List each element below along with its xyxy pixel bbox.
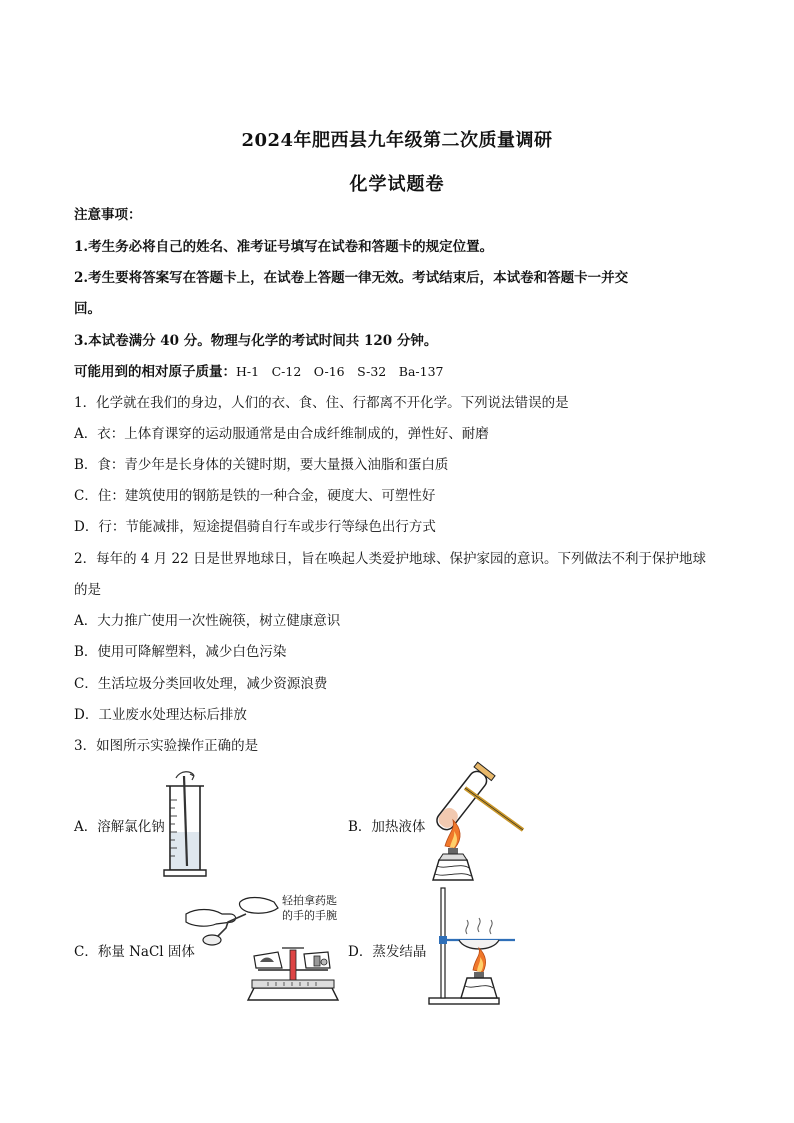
q1-option-b: B．食：青少年是长身体的关键时期，要大量摄入油脂和蛋白质 xyxy=(74,457,449,473)
q3-option-b: B．加热液体 xyxy=(348,819,426,835)
q3-option-d: D．蒸发结晶 xyxy=(348,944,427,960)
q3-option-c: C．称量 NaCl 固体 xyxy=(74,944,195,960)
q2-option-a: A．大力推广使用一次性碗筷，树立健康意识 xyxy=(74,613,341,629)
cylinder-stirring-figure xyxy=(160,770,210,882)
notes-item-2: 2.考生要将答案写在答题卡上，在试卷上答题一律无效。考试结束后，本试卷和答题卡一并交 xyxy=(74,270,629,286)
q2-stem-cont: 的是 xyxy=(74,582,101,598)
q2-option-d: D．工业废水处理达标后排放 xyxy=(74,707,247,723)
notes-item-3: 3.本试卷满分 40 分。物理与化学的考试时间共 120 分钟。 xyxy=(74,333,438,349)
notes-heading: 注意事项： xyxy=(74,207,142,223)
q3-option-a: A．溶解氯化钠 xyxy=(74,819,165,835)
q2-option-c: C．生活垃圾分类回收处理，减少资源浪费 xyxy=(74,676,328,692)
atomic-mass-line xyxy=(74,362,443,382)
q1-option-d: D．行：节能减排，短途提倡骑自行车或步行等绿色出行方式 xyxy=(74,519,436,535)
q1-option-c: C．住：建筑使用的钢筋是铁的一种合金，硬度大、可塑性好 xyxy=(74,488,436,504)
q1-stem: 1．化学就在我们的身边，人们的衣、食、住、行都离不开化学。下列说法错误的是 xyxy=(74,395,569,411)
q3-stem: 3．如图所示实验操作正确的是 xyxy=(74,738,259,754)
atomic-mass-label: 可能用到的相对原子质量： xyxy=(74,364,236,380)
heating-liquid-figure xyxy=(425,768,535,884)
notes-item-2-cont: 回。 xyxy=(74,301,101,317)
figure-caption-line-1: 轻拍拿药匙 xyxy=(282,894,337,907)
page-subtitle: 化学试题卷 xyxy=(349,174,445,195)
notes-item-1: 1.考生务必将自己的姓名、准考证号填写在试卷和答题卡的规定位置。 xyxy=(74,239,494,255)
evaporation-figure xyxy=(425,886,535,1006)
q2-stem: 2．每年的 4 月 22 日是世界地球日，旨在唤起人类爱护地球、保护家园的意识。下列做法不利于保护地球 xyxy=(74,551,707,567)
atomic-mass-values: H-1 C-12 O-16 S-32 Ba-137 xyxy=(236,364,444,379)
page-title: 2024年肥西县九年级第二次质量调研 xyxy=(241,130,553,151)
q1-option-a: A．衣：上体育课穿的运动服通常是由合成纤维制成的，弹性好、耐磨 xyxy=(74,426,489,442)
balance-weighing-figure xyxy=(186,892,346,1004)
q2-option-b: B．使用可降解塑料，减少白色污染 xyxy=(74,644,287,660)
figure-caption-line-2: 的手的手腕 xyxy=(282,909,337,922)
